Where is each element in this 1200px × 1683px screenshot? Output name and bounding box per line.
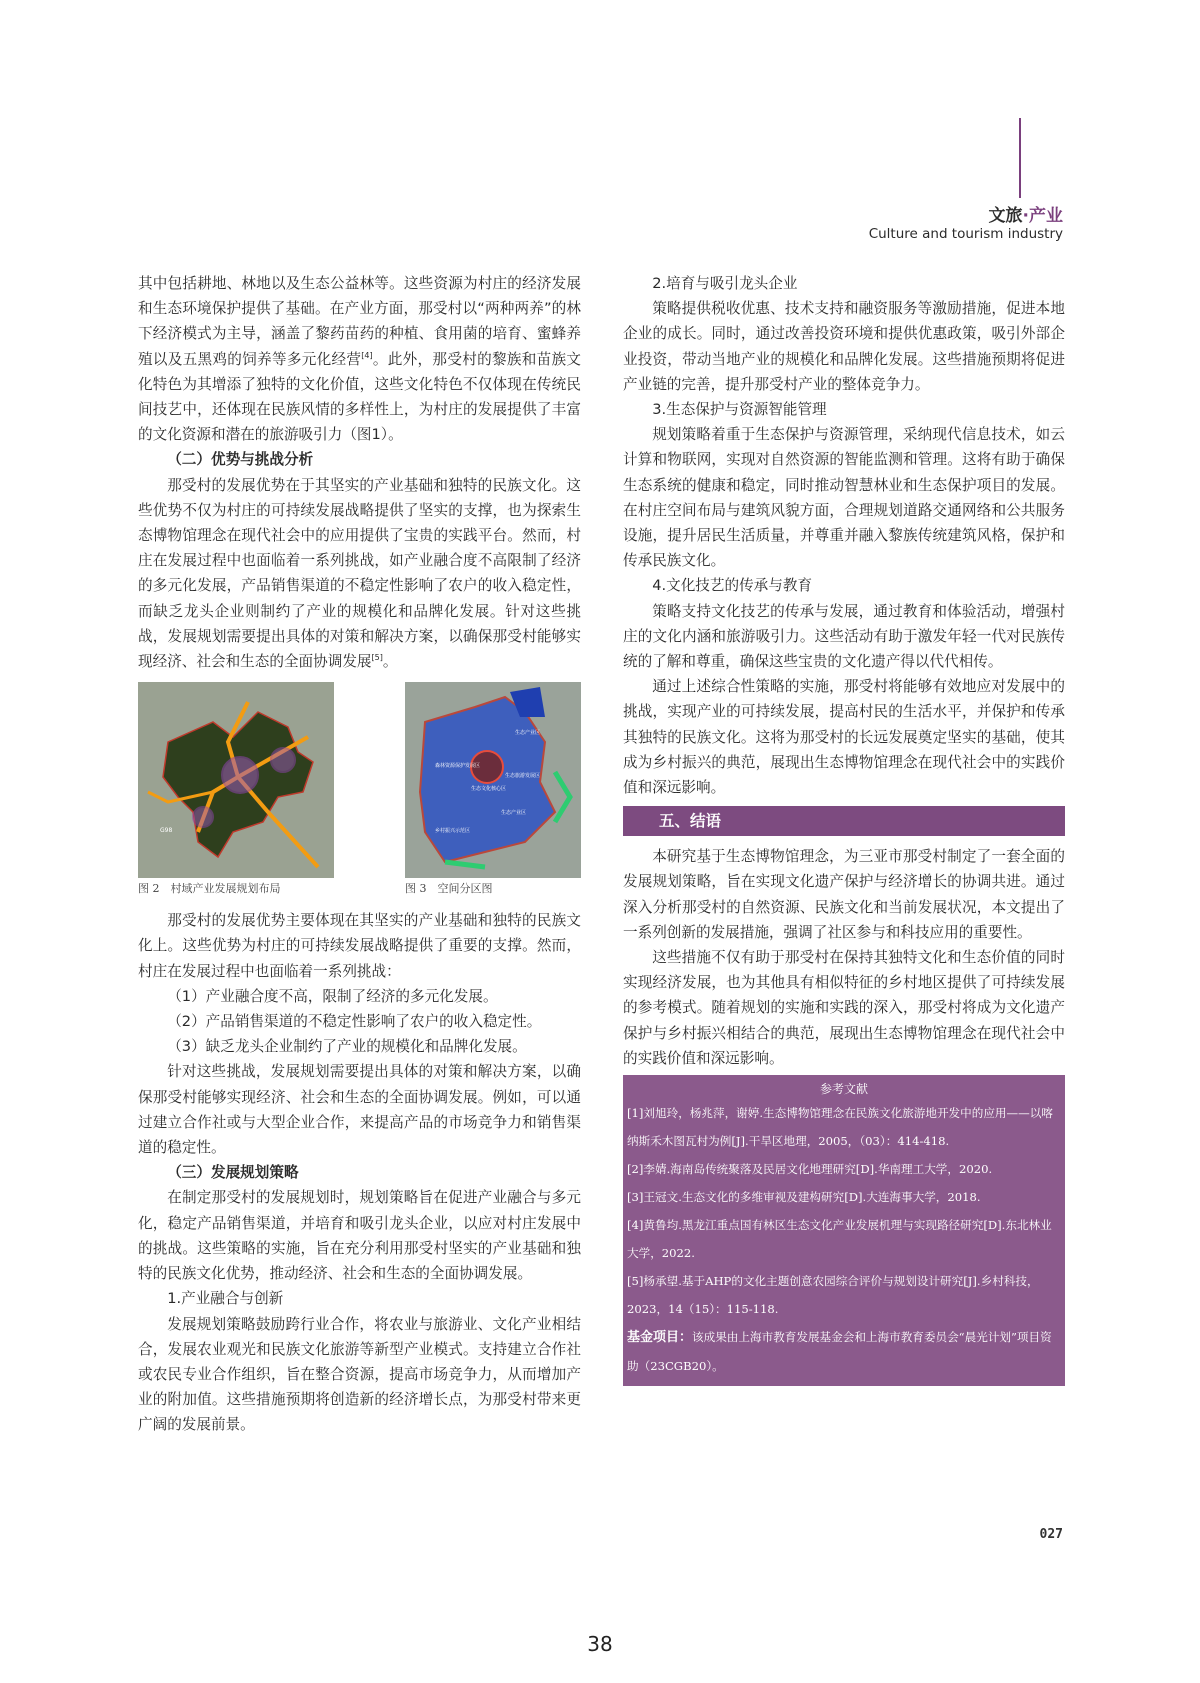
right-column <box>623 271 1065 1386</box>
column-title-separator: · <box>1022 206 1029 226</box>
paragraph: 通过上述综合性策略的实施，那受村将能够有效地应对发展中的挑战，实现产业的可持续发展，提高村民的生活水平，并保护和传承其独特的民族文化。这将为那受村的长远发展奠定坚实的基础，使其成为乡村振兴的典范，展现出生态博物馆理念在现代社会中的实践价值和深远影响。 <box>623 678 1065 797</box>
zone-label: 生态文化核心区 <box>471 786 507 793</box>
column-title: 文旅·产业 <box>988 206 1063 226</box>
references-box <box>623 1075 1065 1386</box>
list-item: （1）产业融合度不高，限制了经济的多元化发展。 <box>167 987 498 1005</box>
subsection-heading: 3.生态保护与资源智能管理 <box>652 401 827 419</box>
reference-item: [4]黄鲁均.黑龙江重点国有林区生态文化产业发展机理与实现路径研究[D].东北林业大学，2022. <box>627 1218 1052 1261</box>
figure-3 <box>405 682 581 904</box>
subsection-heading: 2.培育与吸引龙头企业 <box>652 275 798 292</box>
subsection-heading: 4.文化技艺的传承与教育 <box>652 577 813 595</box>
left-column <box>138 271 581 1438</box>
column-title-en: Culture and tourism industry <box>868 226 1063 242</box>
paragraph: 规划策略着重于生态保护与资源管理，采纳现代信息技术，如云计算和物联网，实现对自然资源的智能监测和管理。这将有助于确保生态系统的健康和稳定，同时推动智慧林业和生态保护项目的发展。在村庄空间布局与建筑风貌方面，合理规划道路交通网络和公共服务设施，提升居民生活质量，并尊重并融入黎族传统建筑风格，保护和传承民族文化。 <box>623 426 1065 570</box>
list-item: （3）缺乏龙头企业制约了产业的规模化和品牌化发展。 <box>167 1038 527 1056</box>
citation-ref: [4] <box>361 350 373 360</box>
paragraph: 策略提供税收优惠、技术支持和融资服务等激励措施，促进本地企业的成长。同时，通过改善投资环境和提供优惠政策，吸引外部企业投资，带动当地产业的规模化和品牌化发展。这些措施预期将促进产业链的完善，提升那受村产业的整体竞争力。 <box>623 300 1065 393</box>
zone-label: 森林资源保护发展区 <box>435 763 481 770</box>
svg-text:G98: G98 <box>160 827 173 835</box>
reference-item: [2]李婧.海南岛传统聚落及民居文化地理研究[D].华南理工大学，2020. <box>627 1162 993 1177</box>
section-title-bar: 五、结语 <box>623 806 1065 836</box>
pdf-page-number: 38 <box>587 1632 613 1656</box>
zone-label: 生态产业区 <box>515 730 541 737</box>
list-item: （2）产品销售渠道的不稳定性影响了农户的收入稳定性。 <box>167 1013 542 1031</box>
reference-item: [5]杨承望.基于AHP的文化主题创意农园综合评价与规划设计研究[J].乡村科技，2023，14（15）：115-118. <box>627 1274 1039 1317</box>
paragraph: 其中包括耕地、林地以及生态公益林等。这些资源为村庄的经济发展和生态环境保护提供了基础。在产业方面，那受村以“两种两养”的林下经济模式为主导，涵盖了黎药苗药的种植、食用菌的培育、蜜蜂养殖以及五黑鸡的饲养等多元化经营[4]。此外，那受村的黎族和苗族文化特色为其增添了独特的文化价值，这些文化特色不仅体现在传统民间技艺中，还体现在民族风情的多样性上，为村庄的发展提供了丰富的文化资源和潜在的旅游吸引力（图1）。 <box>138 275 581 444</box>
industry-layout-map <box>138 682 334 878</box>
paragraph: 那受村的发展优势主要体现在其坚实的产业基础和独特的民族文化上。这些优势为村庄的可持续发展战略提供了重要的支撑。然而，村庄在发展过程中也面临着一系列挑战： <box>138 912 581 980</box>
zone-label: 生态产业区 <box>501 810 527 817</box>
paragraph: 那受村的发展优势在于其坚实的产业基础和独特的民族文化。这些优势不仅为村庄的可持续发展战略提供了坚实的支撑，也为探索生态博物馆理念在现代社会中的应用提供了宝贵的实践平台。然而，村庄在发展过程中也面临着一系列挑战，如产业融合度不高限制了经济的多元化发展，产品销售渠道的不稳定性影响了农户的收入稳定性，而缺乏龙头企业则制约了产业的规模化和品牌化发展。针对这些挑战，发展规划需要提出具体的对策和解决方案，以确保那受村能够实现经济、社会和生态的全面协调发展[5]。 <box>138 476 581 671</box>
zone-label: 生态旅游发展区 <box>505 773 541 780</box>
section-heading: （三）发展规划策略 <box>167 1164 299 1182</box>
paragraph: 这些措施不仅有助于那受村在保持其独特文化和生态价值的同时实现经济发展，也为其他具有相似特征的乡村地区提供了可持续发展的参考模式。随着规划的实施和实践的深入，那受村将成为文化遗产保护与乡村振兴相结合的典范，展现出生态博物馆理念在现代社会中的实践价值和深远影响。 <box>623 949 1065 1067</box>
reference-item: [3]王冠文.生态文化的多维审视及建构研究[D].大连海事大学，2018. <box>627 1190 981 1205</box>
paragraph: 在制定那受村的发展规划时，规划策略旨在促进产业融合与多元化，稳定产品销售渠道，并培育和吸引龙头企业，以应对村庄发展中的挑战。这些策略的实施，旨在充分利用那受村坚实的产业基础和独特的民族文化优势，推动经济、社会和生态的全面协调发展。 <box>138 1189 581 1283</box>
citation-ref: [5] <box>371 653 383 663</box>
paragraph: 本研究基于生态博物馆理念，为三亚市那受村制定了一套全面的发展规划策略，旨在实现文化遗产保护与经济增长的协调共进。通过深入分析那受村的自然资源、民族文化和当前发展状况，本文提出了一系列创新的发展措施，强调了社区参与和科技应用的重要性。 <box>623 848 1065 941</box>
funding-note: 基金项目：该成果由上海市教育发展基金会和上海市教育委员会“晨光计划”项目资助（23CGB20）。 <box>627 1330 1052 1374</box>
header-rule <box>1019 118 1021 198</box>
subsection-heading: 1.产业融合与创新 <box>167 1290 284 1308</box>
figure-caption: 图 2 村域产业发展规划布局 <box>138 882 281 896</box>
journal-page-number: 027 <box>1039 1527 1063 1542</box>
paragraph: 发展规划策略鼓励跨行业合作，将农业与旅游业、文化产业相结合，发展农业观光和民族文化旅游等新型产业模式。支持建立合作社或农民专业合作组织，旨在整合资源，提高市场竞争力，从而增加产业的附加值。这些措施预期将创造新的经济增长点，为那受村带来更广阔的发展前景。 <box>138 1315 581 1434</box>
figure-caption: 图 3 空间分区图 <box>405 882 493 896</box>
section-heading: （二）优势与挑战分析 <box>167 451 314 469</box>
references-title: 参考文献 <box>819 1082 868 1097</box>
figure-2 <box>138 682 334 904</box>
reference-item: [1]刘旭玲，杨兆萍，谢婷.生态博物馆理念在民族文化旅游地开发中的应用——以喀纳斯禾木图瓦村为例[J].干旱区地理，2005，（03）：414-418. <box>627 1106 1053 1149</box>
paragraph: 针对这些挑战，发展规划需要提出具体的对策和解决方案，以确保那受村能够实现经济、社会和生态的全面协调发展。例如，可以通过建立合作社或与大型企业合作，来提高产品的市场竞争力和销售渠道的稳定性。 <box>138 1063 581 1157</box>
spatial-zoning-map <box>405 682 581 878</box>
zone-label: 乡村振兴示范区 <box>435 828 471 835</box>
paragraph: 策略支持文化技艺的传承与发展，通过教育和体验活动，增强村庄的文化内涵和旅游吸引力。这些活动有助于激发年轻一代对民族传统的了解和尊重，确保这些宝贵的文化遗产得以代代相传。 <box>623 602 1065 671</box>
figure-row <box>138 682 581 904</box>
